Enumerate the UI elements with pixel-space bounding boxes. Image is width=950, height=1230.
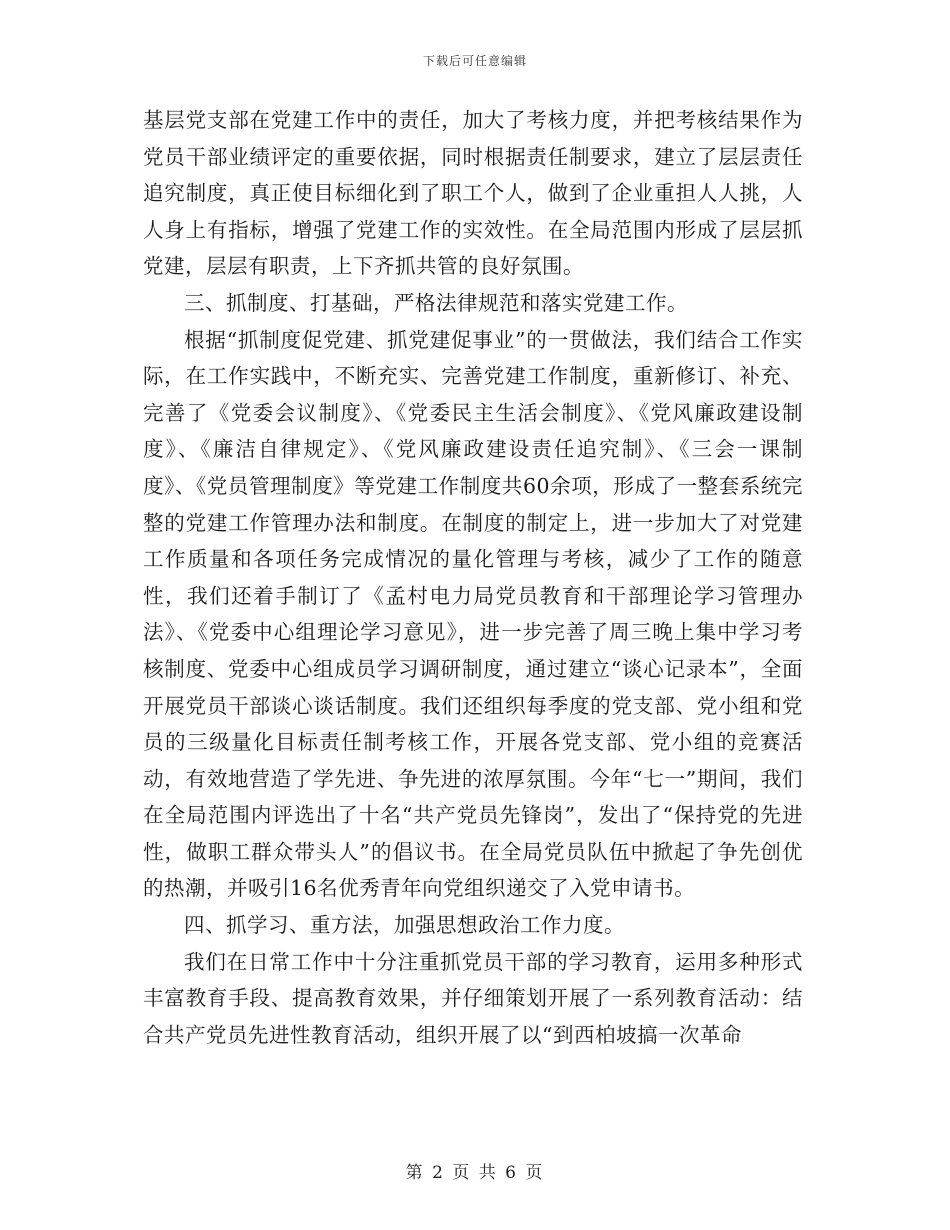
document-body [143,102,803,1053]
paragraph: 根据“抓制度促党建、抓党建促事业”的一贯做法，我们结合工作实际，在工作实践中，不断充实、完善党建工作制度，重新修订、补充、完善了《党委会议制度》、《党委民主生活会制度》、《党风廉政建设制度》、《廉洁自律规定》、《党风廉政建设责任追究制》、《三会一课制度》、《党员管理制度》等党建工作制度共60余项，形成了一整套系统完整的党建工作管理办法和制度。在制度的制定上，进一步加大了对党建工作质量和各项任务完成情况的量化管理与考核，减少了工作的随意性，我们还着手制订了《孟村电力局党员教育和干部理论学习管理办法》、《党委中心组理论学习意见》，进一步完善了周三晚上集中学习考核制度、党委中心组成员学习调研制度，通过建立“谈心记录本”，全面开展党员干部谈心谈话制度。我们还组织每季度的党支部、党小组和党员的三级量化目标责任制考核工作，开展各党支部、党小组的竞赛活动，有效地营造了学先进、争先进的浓厚氛围。今年“七一”期间，我们在全局范围内评选出了十名“共产党员先锋岗”，发出了“保持党的先进性，做职工群众带头人”的倡议书。在全局党员队伍中掀起了争先创优的热潮，并吸引16名优秀青年向党组织递交了入党申请书。 [143,327,803,901]
page-header-note: 下载后可任意编辑 [422,54,527,68]
paragraph: 我们在日常工作中十分注重抓党员干部的学习教育，运用多种形式丰富教育手段、提高教育效果，并仔细策划开展了一系列教育活动：结合共产党员先进性教育活动，组织开展了以“到西柏坡搞一次革命 [143,949,803,1047]
page-number: 第 2 页 共 6 页 [405,1163,545,1183]
section-heading-four: 四、抓学习、重方法，加强思想政治工作力度。 [184,913,625,938]
section-heading-three: 三、抓制度、打基础，严格法律规范和落实党建工作。 [184,290,688,315]
paragraph-continued: 基层党支部在党建工作中的责任，加大了考核力度，并把考核结果作为党员干部业绩评定的重要依据，同时根据责任制要求，建立了层层责任追究制度，真正使目标细化到了职工个人，做到了企业重担人人挑，人人身上有指标，增强了党建工作的实效性。在全局范围内形成了层层抓党建，层层有职责，上下齐抓共管的良好氛围。 [143,108,803,279]
